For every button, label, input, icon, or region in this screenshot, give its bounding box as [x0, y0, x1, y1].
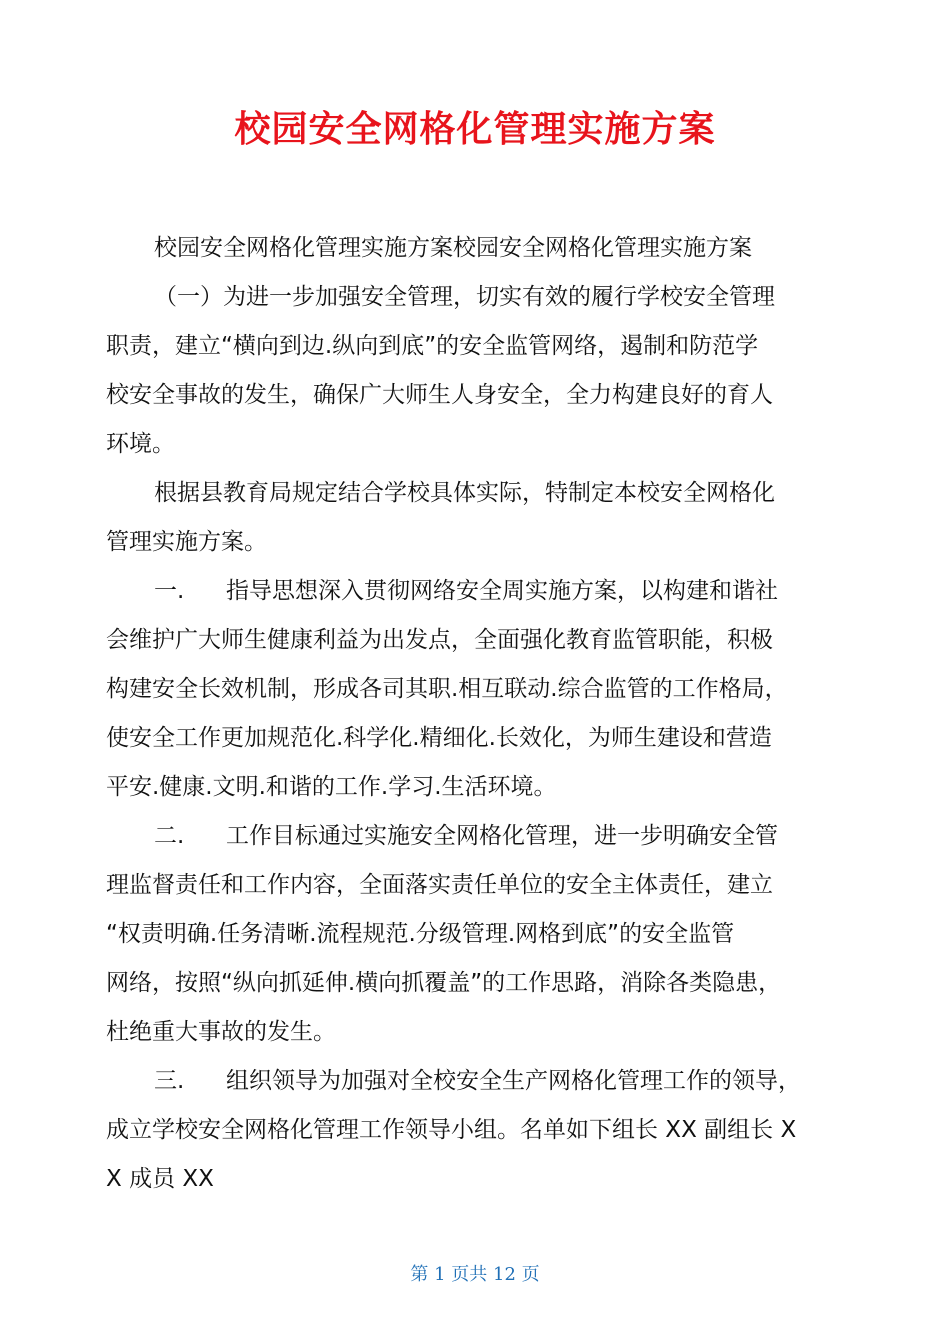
section-text: 组织领导为加强对全校安全生产网格化管理工作的领导，	[226, 1068, 801, 1094]
section-text: 指导思想深入贯彻网络安全周实施方案，以构建和谐社	[226, 578, 778, 604]
section-number: 三.	[154, 1068, 185, 1094]
paragraph-line: 构建安全长效机制，形成各司其职.相互联动.综合监管的工作格局，	[106, 676, 788, 702]
section-heading-line	[106, 567, 844, 616]
paragraph-line: 校园安全网格化管理实施方案校园安全网格化管理实施方案	[154, 235, 752, 261]
paragraph-line: 环境。	[106, 431, 175, 457]
section-heading-line	[106, 1057, 844, 1106]
page-number-footer: 第 1 页共 12 页	[410, 1264, 540, 1285]
paragraph-line: 会维护广大师生健康利益为出发点，全面强化教育监管职能，积极	[106, 627, 773, 653]
paragraph-line: 平安.健康.文明.和谐的工作.学习.生活环境。	[106, 774, 557, 800]
paragraph-line: 使安全工作更加规范化.科学化.精细化.长效化，为师生建设和营造	[106, 725, 772, 751]
section-number: 二.	[154, 823, 185, 849]
paragraph-line: 校安全事故的发生，确保广大师生人身安全，全力构建良好的育人	[106, 382, 773, 408]
paragraph-line: （一）为进一步加强安全管理，切实有效的履行学校安全管理	[154, 284, 775, 310]
paragraph-line: 根据县教育局规定结合学校具体实际，特制定本校安全网格化	[154, 480, 775, 506]
paragraph-line: “权责明确.任务清晰.流程规范.分级管理.网格到底”的安全监管	[106, 921, 735, 947]
section-heading-line	[106, 812, 844, 861]
document-body	[106, 224, 844, 1204]
paragraph-line: X 成员 XX	[106, 1166, 214, 1192]
paragraph-line: 成立学校安全网格化管理工作领导小组。名单如下组长 XX 副组长 X	[106, 1117, 797, 1143]
paragraph-line: 杜绝重大事故的发生。	[106, 1019, 336, 1045]
paragraph-line: 网络，按照“纵向抓延伸.横向抓覆盖”的工作思路，消除各类隐患，	[106, 970, 782, 996]
paragraph-line: 理监督责任和工作内容，全面落实责任单位的安全主体责任，建立	[106, 872, 773, 898]
section-text: 工作目标通过实施安全网格化管理，进一步明确安全管	[226, 823, 778, 849]
document-title: 校园安全网格化管理实施方案	[234, 109, 716, 150]
paragraph-line: 管理实施方案。	[106, 529, 267, 555]
section-number: 一.	[154, 578, 185, 604]
paragraph-line: 职责，建立“横向到边.纵向到底”的安全监管网络，遏制和防范学	[106, 333, 759, 359]
